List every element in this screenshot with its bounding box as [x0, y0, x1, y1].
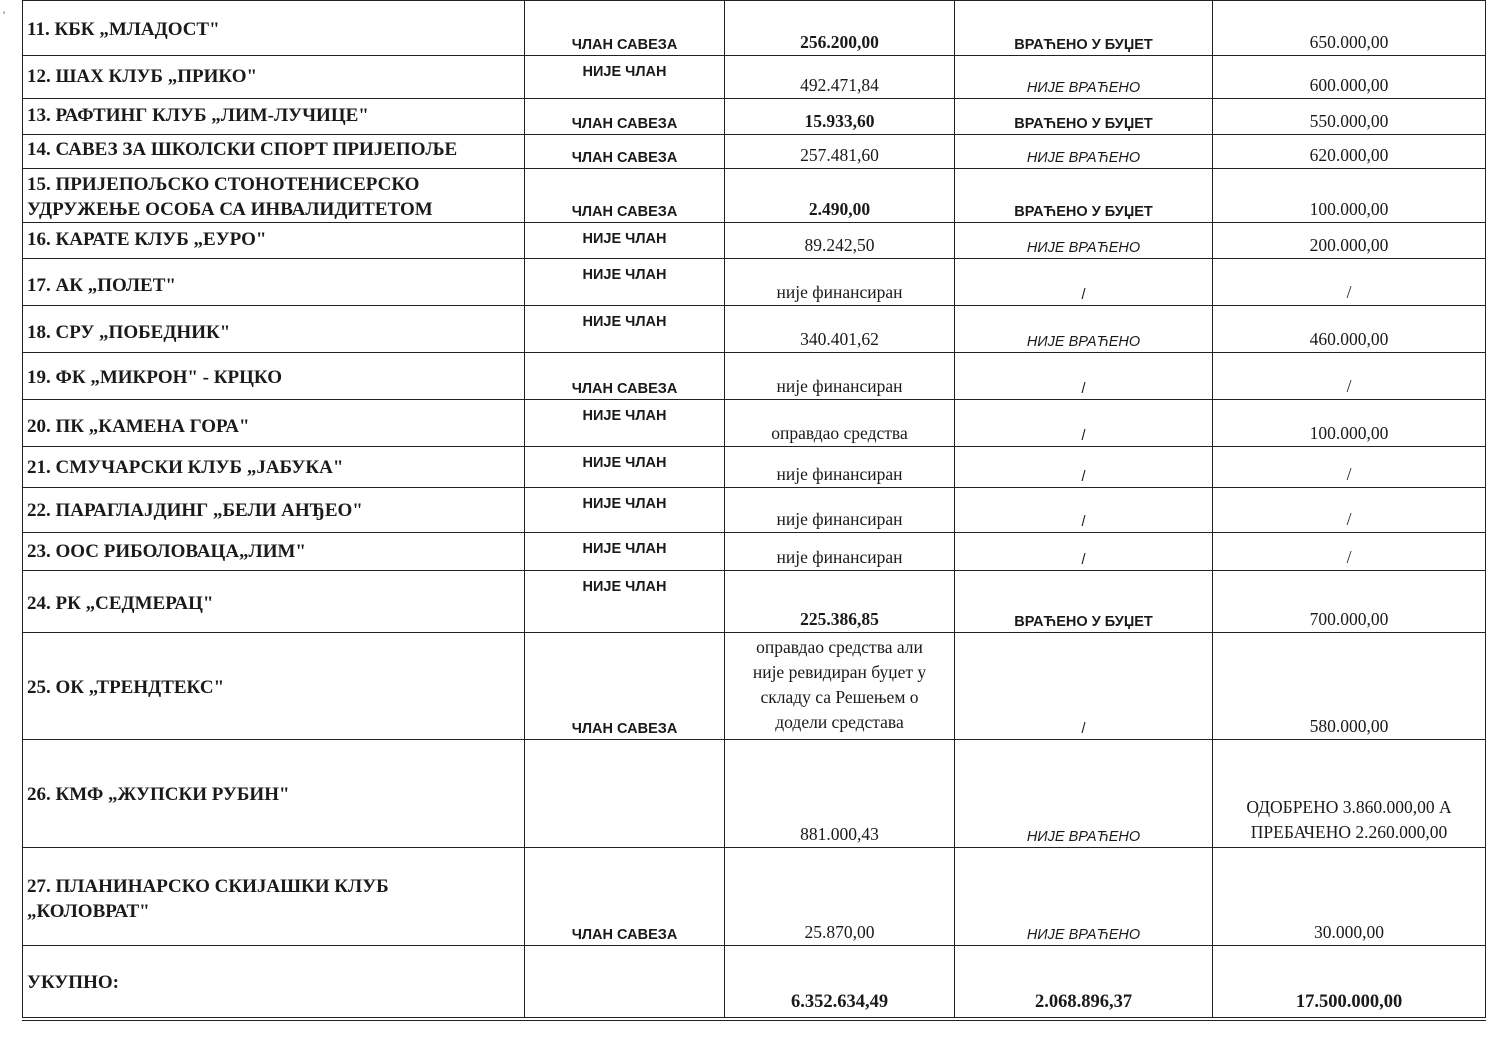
table-row	[23, 740, 1486, 848]
financed-amount: 25.870,00	[725, 848, 955, 946]
membership-status: НИЈЕ ЧЛАН	[525, 306, 725, 353]
allocated-amount-note	[1213, 740, 1486, 848]
allocated-amount: /	[1213, 488, 1486, 533]
club-name: 22. ПАРАГЛАЈДИНГ „БЕЛИ АНЂЕО"	[27, 500, 363, 521]
return-status: /	[955, 447, 1213, 488]
return-status: /	[955, 533, 1213, 571]
club-name: 27. ПЛАНИНАРСКО СКИЈАШКИ КЛУБ	[27, 876, 389, 897]
stray-mark: '	[3, 8, 6, 22]
club-name: 17. АК „ПОЛЕТ"	[27, 275, 176, 296]
allocated-amount: 600.000,00	[1213, 56, 1486, 99]
financed-amount: 257.481,60	[725, 135, 955, 169]
table-row	[23, 1, 1486, 56]
membership-status: НИЈЕ ЧЛАН	[525, 223, 725, 259]
membership-status: ЧЛАН САВЕЗА	[525, 633, 725, 740]
club-name: 13. РАФТИНГ КЛУБ „ЛИМ-ЛУЧИЦЕ"	[27, 105, 369, 126]
financed-amount: није финансиран	[725, 488, 955, 533]
return-status: НИЈЕ ВРАЋЕНО	[955, 848, 1213, 946]
table-row	[23, 223, 1486, 259]
membership-status: НИЈЕ ЧЛАН	[525, 571, 725, 633]
financed-note	[725, 633, 955, 740]
membership-status: ЧЛАН САВЕЗА	[525, 169, 725, 223]
table-row	[23, 353, 1486, 400]
table-row	[23, 533, 1486, 571]
table-row	[23, 306, 1486, 353]
allocated-amount: /	[1213, 259, 1486, 306]
financed-amount: није финансиран	[725, 533, 955, 571]
financed-amount: 15.933,60	[725, 99, 955, 135]
table-row	[23, 633, 1486, 740]
membership-status: НИЈЕ ЧЛАН	[525, 488, 725, 533]
return-status: ВРАЋЕНО У БУЏЕТ	[955, 99, 1213, 135]
financed-amount: 340.401,62	[725, 306, 955, 353]
financed-note-line: додели средстава	[775, 712, 904, 732]
club-name: 11. КБК „МЛАДОСТ"	[27, 19, 220, 40]
financed-amount: није финансиран	[725, 353, 955, 400]
membership-status: НИЈЕ ЧЛАН	[525, 259, 725, 306]
table-row	[23, 169, 1486, 223]
club-name: 14. САВЕЗ ЗА ШКОЛСКИ СПОРТ ПРИЈЕПОЉЕ	[27, 139, 458, 160]
allocated-amount: /	[1213, 533, 1486, 571]
allocated-amount: 100.000,00	[1213, 169, 1486, 223]
membership-status: ЧЛАН САВЕЗА	[525, 99, 725, 135]
return-status: ВРАЋЕНО У БУЏЕТ	[955, 571, 1213, 633]
return-status: /	[955, 400, 1213, 447]
return-status: ВРАЋЕНО У БУЏЕТ	[955, 169, 1213, 223]
club-name: 23. ООС РИБОЛОВАЦА„ЛИМ"	[27, 541, 306, 562]
membership-status: ЧЛАН САВЕЗА	[525, 848, 725, 946]
return-status: НИЈЕ ВРАЋЕНО	[955, 223, 1213, 259]
financed-amount: није финансиран	[725, 259, 955, 306]
financed-note-line: није ревидиран буџет у	[752, 662, 927, 682]
club-name: 19. ФК „МИКРОН" - КРЦКО	[27, 367, 283, 388]
membership-status	[525, 740, 725, 848]
return-status: НИЈЕ ВРАЋЕНО	[955, 306, 1213, 353]
financed-amount: 256.200,00	[725, 1, 955, 56]
club-name: 25. ОК „ТРЕНДТЕКС"	[27, 677, 225, 698]
financed-amount: 492.471,84	[725, 56, 955, 99]
return-status: ВРАЋЕНО У БУЏЕТ	[955, 1, 1213, 56]
allocated-amount: 200.000,00	[1213, 223, 1486, 259]
total-returned: 2.068.896,37	[955, 946, 1213, 1019]
return-status: /	[955, 488, 1213, 533]
financed-note-line: складу са Решењем о	[760, 687, 919, 707]
table-row	[23, 135, 1486, 169]
membership-status: ЧЛАН САВЕЗА	[525, 1, 725, 56]
return-status: /	[955, 633, 1213, 740]
allocated-amount: 650.000,00	[1213, 1, 1486, 56]
allocated-amount: /	[1213, 447, 1486, 488]
membership-status: ЧЛАН САВЕЗА	[525, 135, 725, 169]
financed-amount: 2.490,00	[725, 169, 955, 223]
allocated-amount: 580.000,00	[1213, 633, 1486, 740]
table-row	[23, 488, 1486, 533]
club-name: 18. СРУ „ПОБЕДНИК"	[27, 322, 231, 343]
allocated-amount: 100.000,00	[1213, 400, 1486, 447]
financed-amount: 225.386,85	[725, 571, 955, 633]
table-row	[23, 259, 1486, 306]
club-name: 12. ШАХ КЛУБ „ПРИКО"	[27, 66, 258, 87]
club-name: 16. КАРАТЕ КЛУБ „ЕУРО"	[27, 229, 267, 250]
return-status: НИЈЕ ВРАЋЕНО	[955, 740, 1213, 848]
total-row	[23, 946, 1486, 1019]
table-row	[23, 447, 1486, 488]
club-name: 26. КМФ „ЖУПСКИ РУБИН"	[27, 784, 290, 805]
allocated-note-line: ПРЕБАЧЕНО 2.260.000,00	[1250, 822, 1448, 842]
clubs-financing-table	[22, 0, 1486, 1021]
table-row	[23, 400, 1486, 447]
allocated-note-line: ОДОБРЕНО 3.860.000,00 А	[1246, 797, 1452, 817]
allocated-amount: /	[1213, 353, 1486, 400]
return-status: НИЈЕ ВРАЋЕНО	[955, 135, 1213, 169]
allocated-amount: 700.000,00	[1213, 571, 1486, 633]
table-row	[23, 56, 1486, 99]
membership-status: НИЈЕ ЧЛАН	[525, 56, 725, 99]
financed-note-line: оправдао средства али	[756, 637, 923, 657]
total-financed: 6.352.634,49	[725, 946, 955, 1019]
table-row	[23, 848, 1486, 946]
club-name: 24. РК „СЕДМЕРАЦ"	[27, 593, 214, 614]
total-amount: 17.500.000,00	[1213, 946, 1486, 1019]
club-name-line2: УДРУЖЕЊЕ ОСОБА СА ИНВАЛИДИТЕТОМ	[27, 199, 433, 220]
membership-status: НИЈЕ ЧЛАН	[525, 447, 725, 488]
club-name: 21. СМУЧАРСКИ КЛУБ „ЈАБУКА"	[27, 457, 344, 478]
allocated-amount: 460.000,00	[1213, 306, 1486, 353]
membership-status: ЧЛАН САВЕЗА	[525, 353, 725, 400]
club-name: 15. ПРИЈЕПОЉСКО СТОНОТЕНИСЕРСКО	[27, 174, 420, 195]
table-row	[23, 99, 1486, 135]
financed-amount: 881.000,43	[725, 740, 955, 848]
return-status: НИЈЕ ВРАЋЕНО	[955, 56, 1213, 99]
financed-amount: оправдао средства	[725, 400, 955, 447]
total-label: УКУПНО:	[27, 972, 119, 993]
allocated-amount: 620.000,00	[1213, 135, 1486, 169]
financed-amount: није финансиран	[725, 447, 955, 488]
table-row	[23, 571, 1486, 633]
total-membership	[525, 946, 725, 1019]
club-name-line2: „КОЛОВРАТ"	[27, 901, 150, 922]
return-status: /	[955, 353, 1213, 400]
allocated-amount: 30.000,00	[1213, 848, 1486, 946]
financed-amount: 89.242,50	[725, 223, 955, 259]
membership-status: НИЈЕ ЧЛАН	[525, 533, 725, 571]
return-status: /	[955, 259, 1213, 306]
allocated-amount: 550.000,00	[1213, 99, 1486, 135]
club-name: 20. ПК „КАМЕНА ГОРА"	[27, 416, 250, 437]
membership-status: НИЈЕ ЧЛАН	[525, 400, 725, 447]
